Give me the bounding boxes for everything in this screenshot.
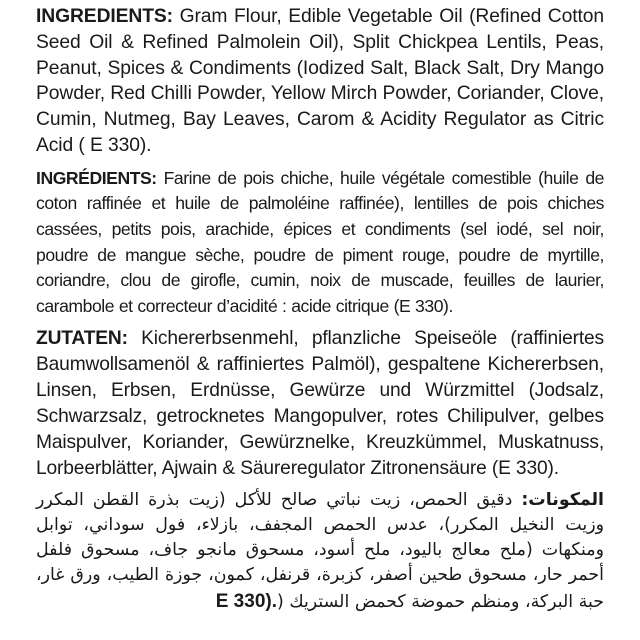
ingredients-arabic-text: دقيق الحمص، زيت نباتي صالح للأكل (زيت بذرة القطن المكرر وزيت النخيل المكرر)، عدس الحمص المجفف، بازلاء، فول سوداني، توابل ومنكهات (ملح معالج باليود، ملح أسود، مسحوق مانجو جاف، مسحوق فلفل أحمر حار، مسحوق طحين أصفر، كزبرة، قرنفل، كمون، جوزة الطيب، ورق غار، حبة البركة، ومنظم حموضة كحمض الستريك ( bbox=[36, 489, 604, 612]
ingredients-arabic bbox=[36, 488, 604, 615]
ingredients-arabic-heading: المكونات: bbox=[521, 489, 604, 510]
ingredients-french-text: Farine de pois chiche, huile végétale comestible (huile de coton raffinée et huile de palmoléine raffinée), lentilles de pois chiches cassées, petits pois, arachide, épices et condiments (sel iodé, sel noir, poudre de mangue sèche, poudre de piment rouge, poudre de myrtille, coriandre, clou de girofle, cumin, noix de muscade, feuilles de laurier, carambole et correcteur d’acidité : acide citrique (E 330). bbox=[36, 167, 604, 316]
ingredients-english-heading: INGREDIENTS: bbox=[36, 6, 173, 27]
ingredients-english bbox=[36, 4, 604, 159]
ingredients-english-text: Gram Flour, Edible Vegetable Oil (Refined Cotton Seed Oil & Refined Palmolein Oil), Split Chickpea Lentils, Peas, Peanut, Spices & Condiments (Iodized Salt, Black Salt, Dry Mango Powder, Red Chilli Powder, Yellow Mirch Powder, Coriander, Clove, Cumin, Nutmeg, Bay Leaves, Carom & Acidity Regulator as Citric Acid ( E 330). bbox=[36, 6, 604, 156]
ingredients-german bbox=[36, 326, 604, 481]
ingredients-french bbox=[36, 166, 604, 320]
ingredients-arabic-code: E 330). bbox=[215, 590, 277, 612]
ingredients-german-heading: ZUTATEN: bbox=[36, 328, 128, 350]
ingredients-french-heading: INGRÉDIENTS: bbox=[36, 167, 157, 188]
ingredients-german-text: Kichererbsenmehl, pflanzliche Speiseöle (raffiniertes Baumwollsamenöl & raffiniertes Palmöl), gespaltene Kichererbsen, Linsen, Erbsen, Erdnüsse, Gewürze und Würzmittel (Jodsalz, Schwarzsalz, getrocknetes Mangopulver, rotes Chilipulver, gelbes Maispulver, Koriander, Gewürznelke, Kreuzkümmel, Muskatnuss, Lorbeerblätter, Ajwain & Säureregulator Zitronensäure (E 330). bbox=[36, 328, 604, 479]
